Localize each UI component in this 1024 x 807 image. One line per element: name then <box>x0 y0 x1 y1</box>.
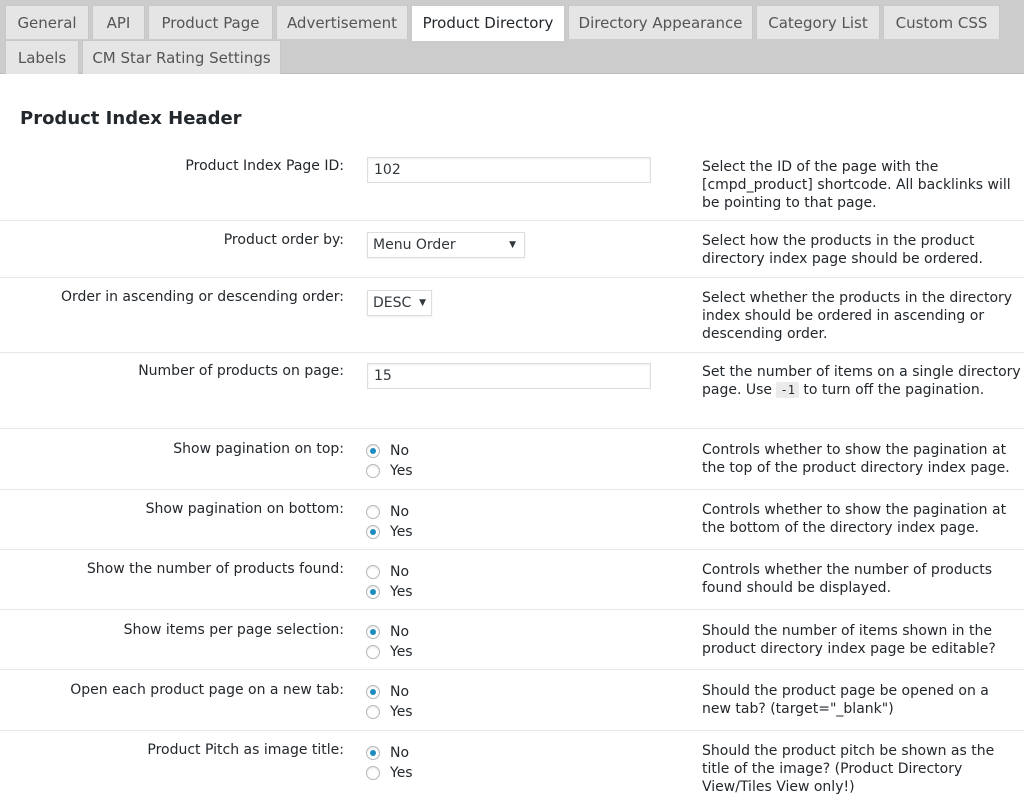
settings-content <box>0 74 1024 807</box>
setting-row-products-per-page <box>0 353 1024 429</box>
radio-unchecked-icon <box>366 766 380 780</box>
setting-row-pitch-image-title <box>0 731 1024 807</box>
setting-label: Order in ascending or descending order: <box>60 289 344 305</box>
select-value: DESC <box>373 295 412 311</box>
radio-label: Yes <box>390 644 413 660</box>
tab-product-directory[interactable]: Product Directory <box>411 5 565 41</box>
tab-api[interactable]: API <box>92 5 145 39</box>
radio-label: No <box>390 443 410 459</box>
setting-row-pagination-bottom <box>0 490 1024 550</box>
radio-label: No <box>390 504 410 520</box>
products-per-page-input[interactable] <box>367 363 651 389</box>
setting-row-page-id <box>0 148 1024 221</box>
order-direction-select[interactable] <box>367 290 432 316</box>
tab-labels[interactable]: Labels <box>5 40 79 74</box>
radio-label: No <box>390 745 410 761</box>
setting-label: Number of products on page: <box>138 363 344 379</box>
tab-category-list[interactable]: Category List <box>756 5 880 39</box>
radio-label: Yes <box>390 584 413 600</box>
tab-cm-star-rating-settings[interactable]: CM Star Rating Settings <box>82 40 281 74</box>
setting-description: Should the product page be opened on a new tab? (target="_blank") <box>702 683 989 717</box>
setting-row-items-per-page-selection <box>0 610 1024 670</box>
setting-description: Select how the products in the product directory index page should be ordered. <box>702 233 984 267</box>
tab-product-page[interactable]: Product Page <box>148 5 273 39</box>
tab-advertisement[interactable]: Advertisement <box>276 5 408 39</box>
radio-checked-icon <box>366 444 380 458</box>
setting-label: Product Index Page ID: <box>185 158 344 174</box>
setting-description: Select the ID of the page with the [cmpd_product] shortcode. All backlinks will be pointing to that page. <box>702 159 1011 211</box>
setting-description: Controls whether to show the pagination at the top of the product directory index page. <box>702 442 1010 476</box>
setting-row-pagination-top <box>0 429 1024 490</box>
radio-label: No <box>390 624 410 640</box>
setting-description: Controls whether to show the pagination at the bottom of the directory index page. <box>702 502 1007 536</box>
description-text: to turn off the pagination. <box>803 382 985 398</box>
description-text: Set the number of items on a single directory page. Use <box>702 364 1021 398</box>
tab-directory-appearance[interactable]: Directory Appearance <box>568 5 753 39</box>
radio-label: No <box>390 564 410 580</box>
setting-row-show-count <box>0 550 1024 610</box>
setting-row-new-tab <box>0 670 1024 731</box>
setting-label: Product Pitch as image title: <box>147 742 344 758</box>
section-title: Product Index Header <box>20 108 242 129</box>
radio-checked-icon <box>366 746 380 760</box>
setting-description <box>702 363 1022 399</box>
radio-unchecked-icon <box>366 705 380 719</box>
radio-label: Yes <box>390 765 413 781</box>
setting-label: Show pagination on bottom: <box>145 501 344 517</box>
setting-label: Show pagination on top: <box>173 441 344 457</box>
setting-label: Show the number of products found: <box>86 561 344 577</box>
radio-checked-icon <box>366 525 380 539</box>
radio-label: Yes <box>390 524 413 540</box>
setting-description: Controls whether the number of products found should be displayed. <box>702 562 993 596</box>
setting-row-order-direction <box>0 278 1024 353</box>
radio-label: Yes <box>390 463 413 479</box>
tab-general[interactable]: General <box>5 5 89 39</box>
setting-row-order-by <box>0 221 1024 278</box>
settings-tab-bar <box>0 0 1024 74</box>
dropdown-arrow-icon: ▼ <box>509 240 516 250</box>
setting-description: Should the number of items shown in the product directory index page be editable? <box>702 623 996 657</box>
radio-checked-icon <box>366 685 380 699</box>
inline-code: -1 <box>776 382 798 398</box>
radio-label: No <box>390 684 410 700</box>
setting-description: Should the product pitch be shown as the title of the image? (Product Directory View/Tiles View only!) <box>702 743 995 795</box>
setting-label: Product order by: <box>223 232 344 248</box>
page-id-input[interactable] <box>367 157 651 183</box>
setting-label: Open each product page on a new tab: <box>70 682 344 698</box>
radio-unchecked-icon <box>366 565 380 579</box>
setting-description: Select whether the products in the directory index should be ordered in ascending or descending order. <box>702 290 1013 342</box>
setting-label: Show items per page selection: <box>123 622 344 638</box>
radio-checked-icon <box>366 625 380 639</box>
radio-checked-icon <box>366 585 380 599</box>
dropdown-arrow-icon: ▼ <box>419 298 426 308</box>
order-by-select[interactable] <box>367 232 525 258</box>
radio-label: Yes <box>390 704 413 720</box>
tab-custom-css[interactable]: Custom CSS <box>883 5 1000 39</box>
select-value: Menu Order <box>373 237 456 253</box>
radio-unchecked-icon <box>366 645 380 659</box>
radio-unchecked-icon <box>366 464 380 478</box>
radio-unchecked-icon <box>366 505 380 519</box>
